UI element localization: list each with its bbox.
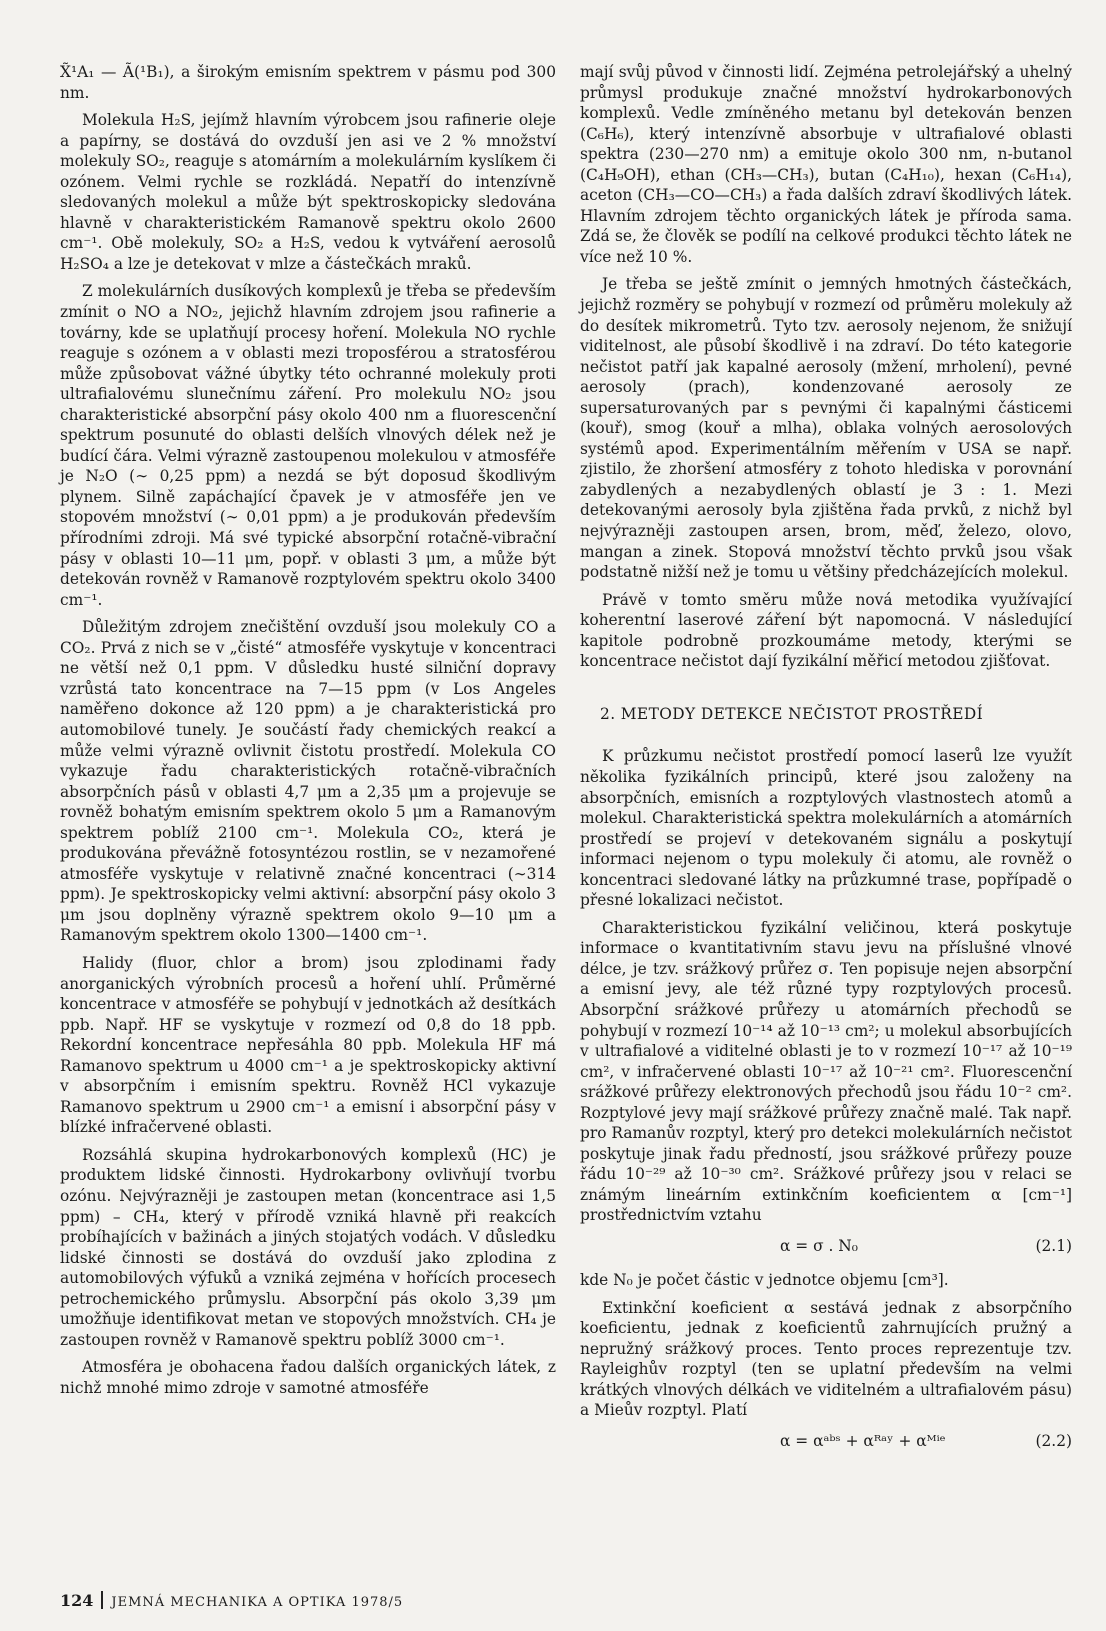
paragraph: K průzkumu nečistot prostředí pomocí laserů lze využít několika fyzikálních principů, které jsou založeny na absorpčních, emisních a rozptylových vlastnostech atomů a molekul. Charakteristická spektra molekulárních a atomárních prostředí se projeví v detekovaném signálu a poskytují informaci nejenom o typu molekuly či atomu, ale rovněž o koncentraci sledované látky na průzkumné trase, popřípadě o přesné lokalizaci nečistot.: [580, 747, 1072, 910]
right-column-body: [580, 746, 1072, 1226]
paragraph: Právě v tomto směru může nová metodika využívající koherentní laserové záření být napomocná. V následující kapitole podrobně prozkoumáme metody, kterými se koncentrace nečistot dají fyzikální měřicí metodou zjišťovat.: [580, 590, 1072, 671]
footer-divider: [101, 1591, 103, 1609]
paragraph: Z molekulárních dusíkových komplexů je třeba se především zmínit o NO a NO₂, jejichž hlavním zdrojem jsou rafinerie a továrny, kde se uplatňují procesy hoření. Molekula NO rychle reaguje s ozónem a v oblasti mezi troposférou a stratosférou může způsobovat vážné úbytky této ochranné molekuly proti ultrafialovému slunečnímu záření. Pro molekulu NO₂ jsou charakteristické absorpční pásy okolo 400 nm a fluorescenční spektrum posunuté do oblasti delších vlnových délek než je budící čára. Velmi výrazně zastoupenou molekulou v atmosféře je N₂O (∼ 0,25 ppm) a nezdá se být doposud škodlivým plynem. Silně zapáchající čpavek je v atmosféře jen ve stopovém množství (∼ 0,01 ppm) a je produkován především přírodními zdroji. Má své typické absorpční rotačně-vibrační pásy v oblasti 10—11 μm, popř. v oblasti 3 μm, a může být detekován rovněž v Ramanově rozptylovém spektru okolo 3400 cm⁻¹.: [60, 282, 556, 609]
paragraph: Molekula H₂S, jejímž hlavním výrobcem jsou rafinerie oleje a papírny, se dostává do ovzduší jen asi ve 2 % množství molekuly SO₂, reaguje s atomárním a molekulárním kyslíkem či ozónem. Velmi rychle se rozkládá. Nepatří do intenzívně sledovaných molekul a může být spektroskopicky sledována hlavně v charakteristickém Ramanově spektru okolo 2600 cm⁻¹. Obě molekuly, SO₂ a H₂S, vedou k vytváření aerosolů H₂SO₄ a lze je detekovat v mlze a částečkách mraků.: [60, 111, 556, 273]
paragraph: Je třeba se ještě zmínit o jemných hmotných částečkách, jejichž rozměry se pohybují v rozmezí od průměru molekuly až do desítek mikrometrů. Tyto tzv. aerosoly nejenom, že snižují viditelnost, ale působí škodlivě i na zdraví. Do této kategorie nečistot patří jak kapalné aerosoly (mžení, mrholení), pevné aerosoly (prach), kondenzované aerosoly ze supersaturovaných par s pevnými či kapalnými částicemi (kouř), smog (kouř a mlha), oblaka volných aerosolových systémů apod. Experimentálním měřením v USA se např. zjistilo, že zhoršení atmosféry z tohoto hlediska v porovnání zabydlených a nezabydlených oblastí je 3 : 1. Mezi detekovanými aerosoly byla zjištěna řada prvků, z nichž byl nejvýrazněji zastoupen arsen, brom, měď, železo, olovo, mangan a zinek. Stopová množství těchto prvků jsou však podstatně nižší než je tomu u většiny předcházejících molekul.: [580, 275, 1072, 582]
paragraph: Rozsáhlá skupina hydrokarbonových komplexů (HC) je produktem lidské činnosti. Hydrokarbony ovlivňují tvorbu ozónu. Nejvýrazněji je zastoupen metan (koncentrace asi 1,5 ppm) – CH₄, který v přírodě vzniká hlavně při reakcích probíhajících v bažinách a jiných stojatých vodách. V důsledku lidské činnosti se dostává do ovzduší jako zplodina z automobilových výfuků a vzniká zejména v hořících procesech petrochemického průmyslu. Absorpční pás okolo 3,39 μm umožňuje identifikovat metan ve stopových množstvích. CH₄ je zastoupen rovněž v Ramanově spektru poblíž 3000 cm⁻¹.: [60, 1145, 556, 1349]
right-column: [580, 62, 1072, 1465]
page-number: 124: [60, 1591, 94, 1610]
paragraph: Důležitým zdrojem znečištění ovzduší jsou molekuly CO a CO₂. Prvá z nich se v „čisté“ atmosféře vyskytuje v koncentraci ne větší než 0,1 ppm. V důsledku husté silniční dopravy vzrůstá tato koncentrace na 7—15 ppm (v Los Angeles naměřeno dokonce až 120 ppm) a je charakteristická pro automobilové tunely. Je součástí řady chemických reakcí a může velmi výrazně ovlivnit čistotu prostředí. Molekula CO vykazuje řadu charakteristických rotačně-vibračních absorpčních pásů v oblasti 4,7 μm a 2,35 μm a projevuje se rovněž bohatým emisním spektrem okolo 5 μm a Ramanovým spektrem poblíž 2100 cm⁻¹. Molekula CO₂, která je produkována převážně fotosyntézou rostlin, se v nezamořené atmosféře vyskytuje v relativně značné koncentraci (∼314 ppm). Je spektroskopicky velmi aktivní: absorpční pásy okolo 3 μm jsou doplněny výrazně spektrem okolo 9—10 μm a Ramanovým spektrem okolo 1300—1400 cm⁻¹.: [60, 618, 556, 945]
paragraph: mají svůj původ v činnosti lidí. Zejména petrolejářský a uhelný průmysl produkuje značné množství hydrokarbonových komplexů. Vedle zmíněného metanu byl detekován benzen (C₆H₆), který intenzívně absorbuje v ultrafialové oblasti spektra (230—270 nm) a emituje okolo 300 nm, n-butanol (C₄H₉OH), ethan (CH₃—CH₃), butan (C₄H₁₀), hexan (C₆H₁₄), aceton (CH₃—CO—CH₃) a řada dalších zdraví škodlivých látek. Hlavním zdrojem těchto organických látek je příroda sama. Zdá se, že člověk se podílí na celkové produkci těchto látek ne více než 10 %.: [580, 63, 1072, 266]
equation-formula: α = αᵃᵇˢ + αᴿᵃʸ + αᴹⁱᵉ: [780, 1431, 946, 1450]
left-column: [60, 62, 556, 1405]
equation-2-2: [580, 1431, 1072, 1455]
paragraph: kde N₀ je počet částic v jednotce objemu [cm³].: [580, 1270, 949, 1289]
equation-2-1: [580, 1236, 1072, 1260]
right-column-top: [580, 62, 1072, 672]
equation-formula: α = σ . N₀: [780, 1236, 858, 1255]
section-heading: 2. METODY DETEKCE NEČISTOT PROSTŘEDÍ: [600, 704, 984, 723]
paragraph: X̃¹A₁ — Ã(¹B₁), a širokým emisním spektrem v pásmu pod 300 nm.: [60, 63, 556, 102]
page-footer: [60, 1591, 403, 1610]
journal-title: JEMNÁ MECHANIKA A OPTIKA 1978/5: [111, 1595, 404, 1610]
paragraph: Atmosféra je obohacena řadou dalších organických látek, z nichž mnohé mimo zdroje v samotné atmosféře: [60, 1358, 556, 1397]
right-column-end: [580, 1298, 1072, 1421]
equation-number: (2.2): [1035, 1431, 1072, 1450]
paragraph: Extinkční koeficient α sestává jednak z absorpčního koeficientu, jednak z koeficientů zahrnujících pružný a nepružný srážkový proces. Tento proces reprezentuje tzv. Rayleighův rozptyl (ten se uplatní především na velmi krátkých vlnových délkách ve viditelném a ultrafialovém pásu) a Mieův rozptyl. Platí: [580, 1298, 1072, 1420]
paragraph: Charakteristickou fyzikální veličinou, která poskytuje informace o kvantitativním stavu jevu na příslušné vlnové délce, je tzv. srážkový průřez σ. Ten popisuje nejen absorpční a emisní jevy, ale též různé typy rozptylových procesů. Absorpční srážkové průřezy u atomárních přechodů se pohybují v rozmezí 10⁻¹⁴ až 10⁻¹³ cm²; u molekul absorbujících v ultrafialové a viditelné oblasti je to v rozmezí 10⁻¹⁷ až 10⁻¹⁹ cm², v infračervené oblasti 10⁻¹⁷ až 10⁻²¹ cm². Fluorescenční srážkové průřezy elektronových přechodů jsou řádu 10⁻² cm². Rozptylové jevy mají srážkové průřezy značně malé. Tak např. pro Ramanův rozptyl, který pro detekci molekulárních nečistot poskytuje jinak řadu předností, jsou srážkové průřezy pouze řádu 10⁻²⁹ až 10⁻³⁰ cm². Srážkové průřezy jsou v relaci se známým lineárním extinkčním koeficientem α [cm⁻¹] prostřednictvím vztahu: [580, 918, 1072, 1225]
paragraph: Halidy (fluor, chlor a brom) jsou zplodinami řady anorganických výrobních procesů a hoření uhlí. Průměrné koncentrace v atmosféře se pohybují v jednotkách až desítkách ppb. Např. HF se vyskytuje v rozmezí od 0,8 do 18 ppb. Rekordní koncentrace nepřesáhla 80 ppb. Molekula HF má Ramanovo spektrum u 4000 cm⁻¹ a je spektroskopicky aktivní v absorpčním i emisním spektru. Rovněž HCl vykazuje Ramanovo spektrum u 2900 cm⁻¹ a emisní i absorpční pásy v blízké infračervené oblasti.: [60, 953, 556, 1137]
equation-number: (2.1): [1035, 1236, 1072, 1255]
